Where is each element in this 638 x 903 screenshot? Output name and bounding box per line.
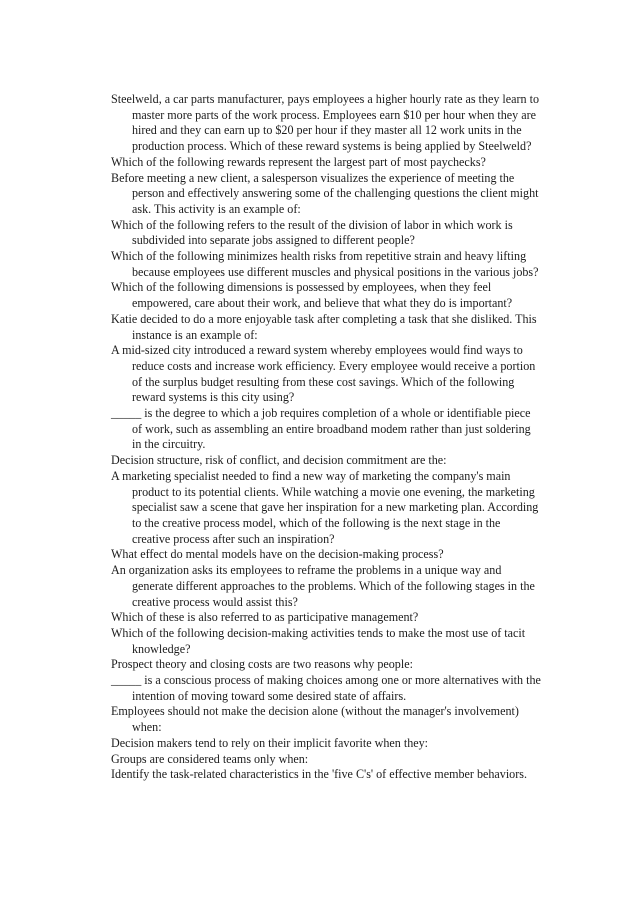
question-item: Which of the following rewards represent the largest part of most paychecks? [111, 154, 486, 169]
question-item: Which of the following minimizes health risks from repetitive strain and heavy lifting because employees use different muscles and physical positions in the various jobs? [111, 249, 539, 279]
question-item: Identify the task-related characteristics in the 'five C's' of effective member behaviors. [111, 767, 527, 782]
question-item: A marketing specialist needed to find a new way of marketing the company's main product to its potential clients. While watching a movie one evening, the marketing specialist saw a scene that gave her inspiration for a new marketing plan. According to the creative process model, which of the following is the next stage in the creative process after such an inspiration? [111, 468, 539, 546]
question-item: Which of the following dimensions is possessed by employees, when they feel empowered, care about their work, and believe that what they do is important? [111, 280, 513, 311]
question-item: Groups are considered teams only when: [111, 751, 309, 766]
question-item: Katie decided to do a more enjoyable task after completing a task that she disliked. This instance is an example of: [111, 311, 537, 342]
question-item: Which of the following refers to the result of the division of labor in which work is subdivided into separate jobs assigned to different people? [111, 217, 513, 248]
question-item: Prospect theory and closing costs are two reasons why people: [111, 657, 413, 672]
question-item: _____ is a conscious process of making choices among one or more alternatives with the intention of moving toward some desired state of affairs. [111, 673, 541, 703]
question-item: Which of these is also referred to as participative management? [111, 610, 419, 625]
question-item: _____ is the degree to which a job requires completion of a whole or identifiable piece of work, such as assembling an entire broadband modem rather than just soldering in the circuitry. [111, 406, 531, 452]
question-item: Before meeting a new client, a salesperson visualizes the experience of meeting the person and effectively answering some of the challenging questions the client might ask. This activity is an example of: [111, 170, 539, 216]
question-item: Which of the following decision-making activities tends to make the most use of tacit knowledge? [111, 625, 526, 656]
question-item: Steelweld, a car parts manufacturer, pays employees a higher hourly rate as they learn to master more parts of the work process. Employees earn $10 per hour when they are hired and they can earn up to $20 per hour if they master all 12 work units in the production process. Which of these reward systems is being applied by Steelweld? [111, 92, 539, 154]
question-item: Decision makers tend to rely on their implicit favorite when they: [111, 735, 429, 750]
question-item: An organization asks its employees to reframe the problems in a unique way and generate different approaches to the problems. Which of the following stages in the creative process would assist this? [111, 563, 535, 609]
question-list [111, 92, 541, 783]
question-item: Employees should not make the decision alone (without the manager's involvement) when: [111, 704, 519, 735]
question-item: What effect do mental models have on the decision-making process? [111, 547, 444, 562]
question-item: A mid-sized city introduced a reward system whereby employees would find ways to reduce costs and increase work efficiency. Every employee would receive a portion of the surplus budget resulting from these cost savings. Which of the following reward systems is this city using? [111, 343, 536, 405]
question-item: Decision structure, risk of conflict, and decision commitment are the: [111, 453, 447, 468]
